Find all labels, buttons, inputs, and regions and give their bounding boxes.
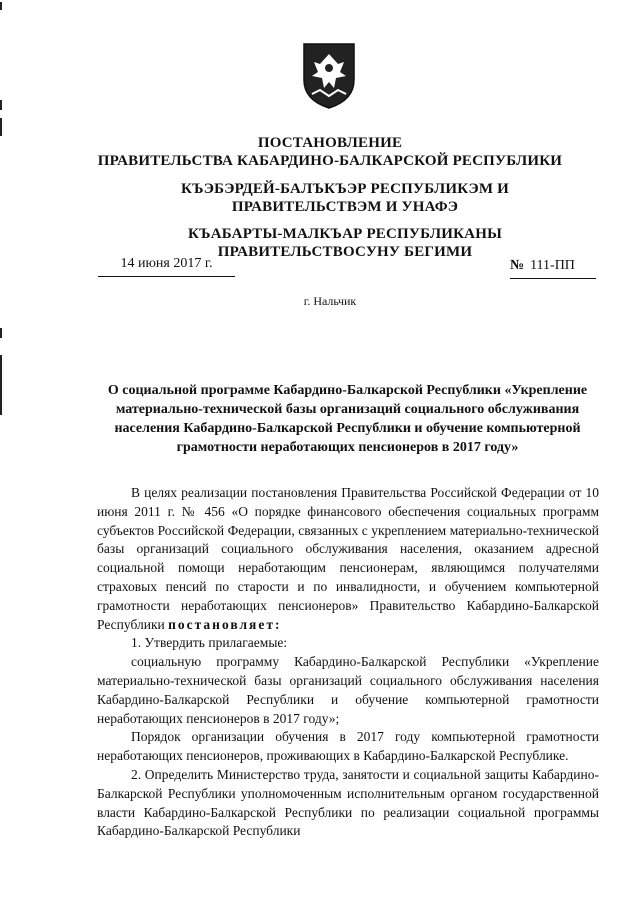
paragraph-item-1: 1. Утвердить прилагаемые:	[131, 635, 288, 651]
decree-word: постановляет:	[168, 616, 282, 632]
document-city: г. Нальчик	[303, 294, 357, 308]
paragraph-intro	[97, 484, 599, 634]
scan-artifact	[0, 328, 2, 338]
heading-line-1: ПОСТАНОВЛЕНИЕ	[257, 135, 403, 151]
document-date: 14 июня 2017 г.	[98, 256, 235, 277]
intro-text: В целях реализации постановления Правительства Российской Федерации от 10 июня 2011 г. № 456 «О порядке финансового обеспечения социальных программ субъектов Российской Федерации, связанных с укреплением материально-технической базы организаций социального обслуживания населения, оказанием адресной социальной помощи неработающим пенсионерам, являющимся получателями страховых пенсий по старости и по инвалидности, и обучением компьютерной грамотности неработающих пенсионеров» Правительство Кабардино-Балкарской Республики	[97, 485, 599, 632]
coat-of-arms-icon	[300, 40, 358, 110]
heading-kabardian: КЪЭБЭРДЕЙ-БАЛЪКЪЭР РЕСПУБЛИКЭМ И ПРАВИТЕЛЬСТВЭМ И УНАФЭ	[180, 181, 510, 215]
paragraph-item-1b: Порядок организации обучения в 2017 году компьютерной грамотности неработающих пенсионеров, проживающих в Кабардино-Балкарской Республике.	[97, 729, 599, 764]
document-body	[97, 484, 599, 841]
document-heading	[60, 134, 600, 170]
number-value: 111-ПП	[530, 258, 575, 273]
scan-artifact	[0, 2, 2, 10]
scan-artifact	[0, 355, 2, 415]
heading-balkar: КЪАБАРТЫ-МАЛКЪАР РЕСПУБЛИКАНЫ ПРАВИТЕЛЬСТВОСУНУ БЕГИМИ	[187, 226, 503, 260]
paragraph-item-1a: социальную программу Кабардино-Балкарской Республики «Укрепление материально-технической базы организаций социального обслуживания населения Кабардино-Балкарской Республики и обучение компьютерной грамотности неработающих пенсионеров в 2017 году»;	[97, 654, 599, 726]
number-sign: №	[510, 258, 525, 273]
heading-line-2: ПРАВИТЕЛЬСТВА КАБАРДИНО-БАЛКАРСКОЙ РЕСПУБЛИКИ	[97, 153, 563, 169]
document-number	[510, 258, 596, 279]
document-title: О социальной программе Кабардино-Балкарской Республики «Укрепление материально-технической базы организаций социального обслуживания населения Кабардино-Балкарской Республики и обучение компьютерной грамотности неработающих пенсионеров в 2017 году»	[107, 383, 588, 455]
scan-artifact	[0, 100, 2, 110]
paragraph-item-2: 2. Определить Министерство труда, занятости и социальной защиты Кабардино-Балкарской Республики уполномоченным исполнительным органом государственной власти Кабардино-Балкарской Республики по реализации социальной программы Кабардино-Балкарской Республики	[97, 766, 599, 839]
scan-artifact	[0, 118, 2, 136]
